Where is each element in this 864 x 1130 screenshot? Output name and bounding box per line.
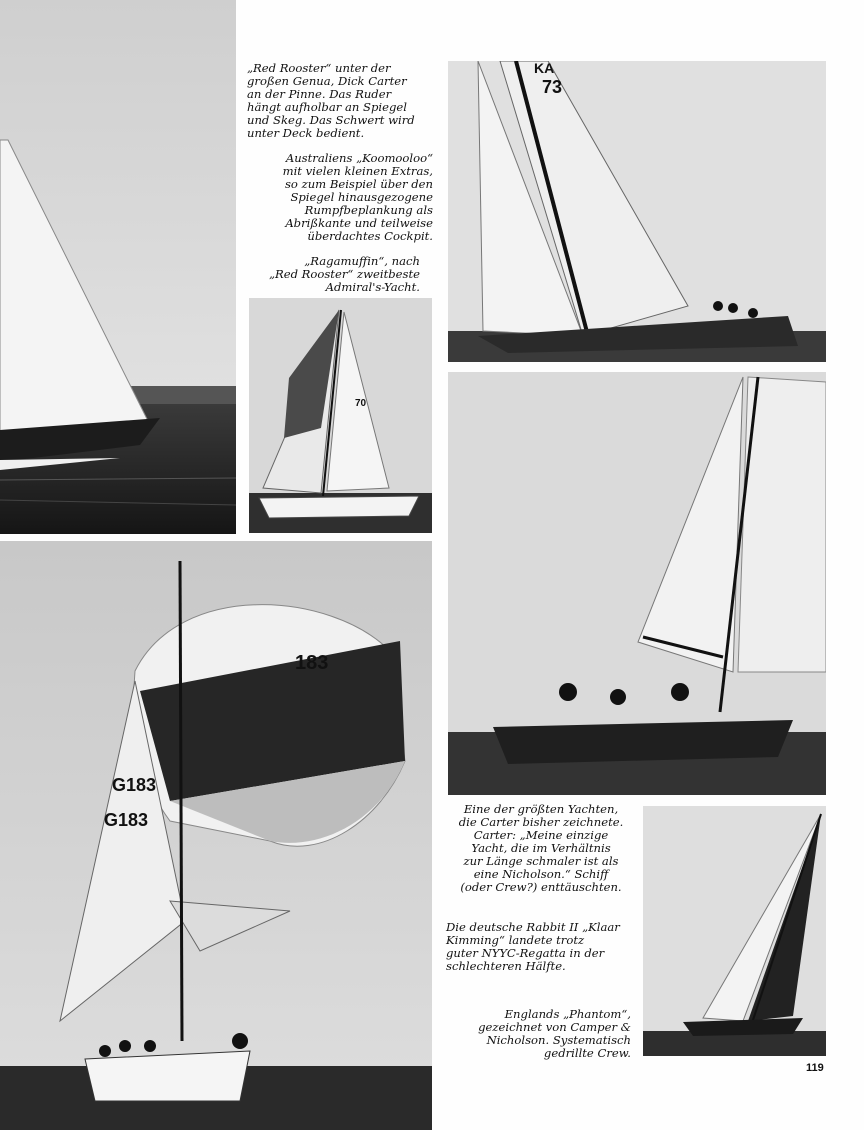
photo-carter-yacht [448, 372, 826, 795]
mainsail-number-lower: G183 [104, 810, 149, 830]
photo-koomooloo [448, 61, 826, 362]
caption-carter-yacht: Eine der größten Yachten, die Carter bisher zeichnete. Carter: „Meine einzige Yacht, die im Verhältnis zur Länge schmaler ist als eine Nicholson.“ Schiff (oder Crew?) enttäuschten. [458, 802, 624, 894]
caption-rabbit: Die deutsche Rabbit II „Klaar Kimming“ landete trotz guter NYYC-Regatta in der schlechteren Hälfte. [446, 920, 620, 973]
koomooloo-sail-number: 73 [542, 77, 563, 97]
photo-spinnaker-yacht [0, 541, 432, 1130]
photo-phantom [643, 806, 826, 1056]
caption-koomooloo: Australiens „Koomooloo“ mit vielen kleinen Extras, so zum Beispiel über den Spiegel hinausgezogene Rumpfbeplankung als Abrißkante und teilweise überdachtes Cockpit. [282, 151, 433, 243]
ragamuffin-sail-number: 70 [355, 398, 367, 409]
caption-red-rooster: „Red Rooster“ unter der großen Genua, Dick Carter an der Pinne. Das Ruder hängt aufholbar an Spiegel und Skeg. Das Schwert wird unter Deck bedient. [247, 61, 415, 140]
spinnaker-sail-number: 183 [295, 652, 329, 674]
page-number: 119 [806, 1062, 824, 1074]
mainsail-number-upper: G183 [112, 775, 157, 795]
photo-ragamuffin [249, 298, 432, 533]
koomooloo-sail-letters: KA [534, 61, 555, 76]
caption-ragamuffin: „Ragamuffin“, nach „Red Rooster“ zweitbeste Admiral's-Yacht. [268, 254, 420, 294]
caption-phantom: Englands „Phantom“, gezeichnet von Camper & Nicholson. Systematisch gedrillte Crew. [478, 1007, 631, 1060]
photo-red-rooster [0, 0, 236, 534]
